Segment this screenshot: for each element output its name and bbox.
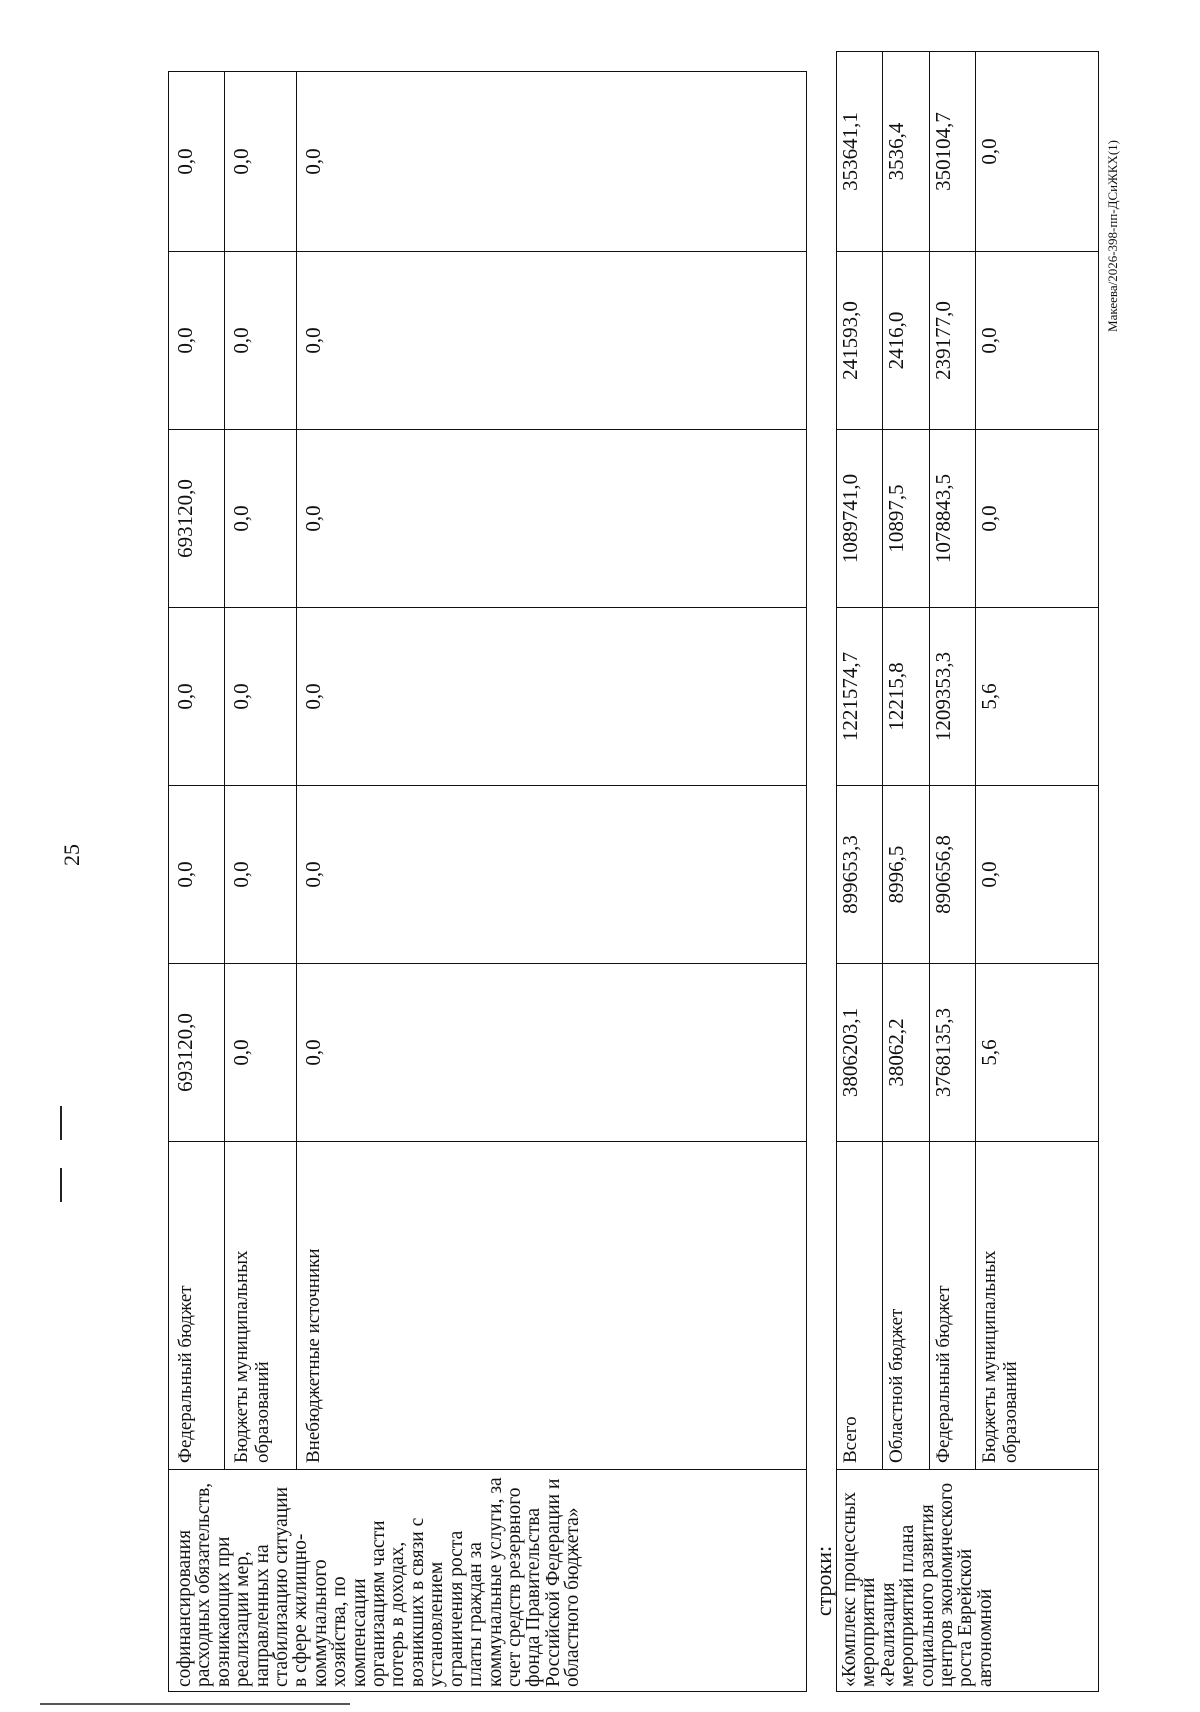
value-cell: 1078843,5 bbox=[930, 430, 976, 608]
value-cell: 3768135,3 bbox=[930, 964, 976, 1142]
table-row bbox=[225, 72, 297, 1692]
rotated-content bbox=[168, 72, 1148, 1692]
value-cell: 890656,8 bbox=[930, 786, 976, 964]
value-cell: 239177,0 bbox=[930, 252, 976, 430]
value-cell: 0,0 bbox=[976, 252, 1099, 430]
table-row bbox=[837, 52, 883, 1692]
value-cell: 10897,5 bbox=[883, 430, 930, 608]
funding-table-bottom bbox=[836, 51, 1099, 1692]
value-cell: 899653,3 bbox=[837, 786, 883, 964]
value-cell: 0,0 bbox=[169, 72, 225, 252]
value-cell: 0,0 bbox=[169, 252, 225, 430]
value-cell: 0,0 bbox=[225, 252, 297, 430]
value-cell: 5,6 bbox=[976, 608, 1099, 786]
value-cell: 0,0 bbox=[297, 430, 807, 608]
table-row bbox=[976, 52, 1099, 1692]
section-heading: строки: bbox=[811, 1545, 836, 1617]
value-cell: 8996,5 bbox=[883, 786, 930, 964]
table-row bbox=[883, 52, 930, 1692]
value-cell: 0,0 bbox=[169, 786, 225, 964]
value-cell: 0,0 bbox=[297, 608, 807, 786]
table-row bbox=[169, 72, 225, 1692]
value-cell: 693120,0 bbox=[169, 430, 225, 608]
value-cell: 353641,1 bbox=[837, 52, 883, 252]
value-cell: 38062,2 bbox=[883, 964, 930, 1142]
value-cell: 0,0 bbox=[225, 964, 297, 1142]
value-cell: 3536,4 bbox=[883, 52, 930, 252]
funding-source: Всего bbox=[837, 1142, 883, 1470]
funding-source: Бюджеты муниципальных образований bbox=[976, 1142, 1099, 1470]
funding-source: Федеральный бюджет bbox=[169, 1142, 225, 1470]
program-description: софинансирования расходных обязательств, возникающих при реализации мер, направленных на стабилизацию ситуации в сфере жилищно-коммунального хозяйства, по компенсации организациям части потерь в доходах, возникших в связи с установлением ограничения роста платы граждан за коммунальные услуги, за счет средств резервного фонда Правительства Российской Федерации и областного бюджета» bbox=[169, 1470, 807, 1692]
value-cell: 1221574,7 bbox=[837, 608, 883, 786]
document-footer: Макеева/2026-398-пп-ДСиЖКХ(1) bbox=[1105, 140, 1120, 332]
table-row bbox=[297, 72, 807, 1692]
value-cell: 3806203,1 bbox=[837, 964, 883, 1142]
value-cell: 0,0 bbox=[225, 430, 297, 608]
funding-source: Внебюджетные источники bbox=[297, 1142, 807, 1470]
value-cell: 0,0 bbox=[225, 786, 297, 964]
program-description: «Комплекс процессных мероприятий «Реализация мероприятий плана социального развития центров экономического роста Еврейской автономной bbox=[837, 1470, 1099, 1692]
value-cell: 0,0 bbox=[976, 430, 1099, 608]
scan-mark bbox=[60, 1106, 62, 1140]
value-cell: 350104,7 bbox=[930, 52, 976, 252]
value-cell: 0,0 bbox=[297, 786, 807, 964]
value-cell: 241593,0 bbox=[837, 252, 883, 430]
value-cell: 0,0 bbox=[297, 964, 807, 1142]
funding-source: Областной бюджет bbox=[883, 1142, 930, 1470]
value-cell: 2416,0 bbox=[883, 252, 930, 430]
value-cell: 12215,8 bbox=[883, 608, 930, 786]
value-cell: 1209353,3 bbox=[930, 608, 976, 786]
value-cell: 0,0 bbox=[297, 252, 807, 430]
funding-table-top bbox=[168, 71, 807, 1692]
value-cell: 0,0 bbox=[169, 608, 225, 786]
value-cell: 5,6 bbox=[976, 964, 1099, 1142]
scan-mark bbox=[60, 1168, 62, 1202]
value-cell: 0,0 bbox=[225, 72, 297, 252]
value-cell: 1089741,0 bbox=[837, 430, 883, 608]
value-cell: 0,0 bbox=[976, 786, 1099, 964]
value-cell: 693120,0 bbox=[169, 964, 225, 1142]
funding-source: Бюджеты муниципальных образований bbox=[225, 1142, 297, 1470]
funding-source: Федеральный бюджет bbox=[930, 1142, 976, 1470]
value-cell: 0,0 bbox=[225, 608, 297, 786]
value-cell: 0,0 bbox=[976, 52, 1099, 252]
scan-mark bbox=[40, 1703, 350, 1705]
table-row bbox=[930, 52, 976, 1692]
value-cell: 0,0 bbox=[297, 72, 807, 252]
page-number: 25 bbox=[59, 844, 84, 866]
